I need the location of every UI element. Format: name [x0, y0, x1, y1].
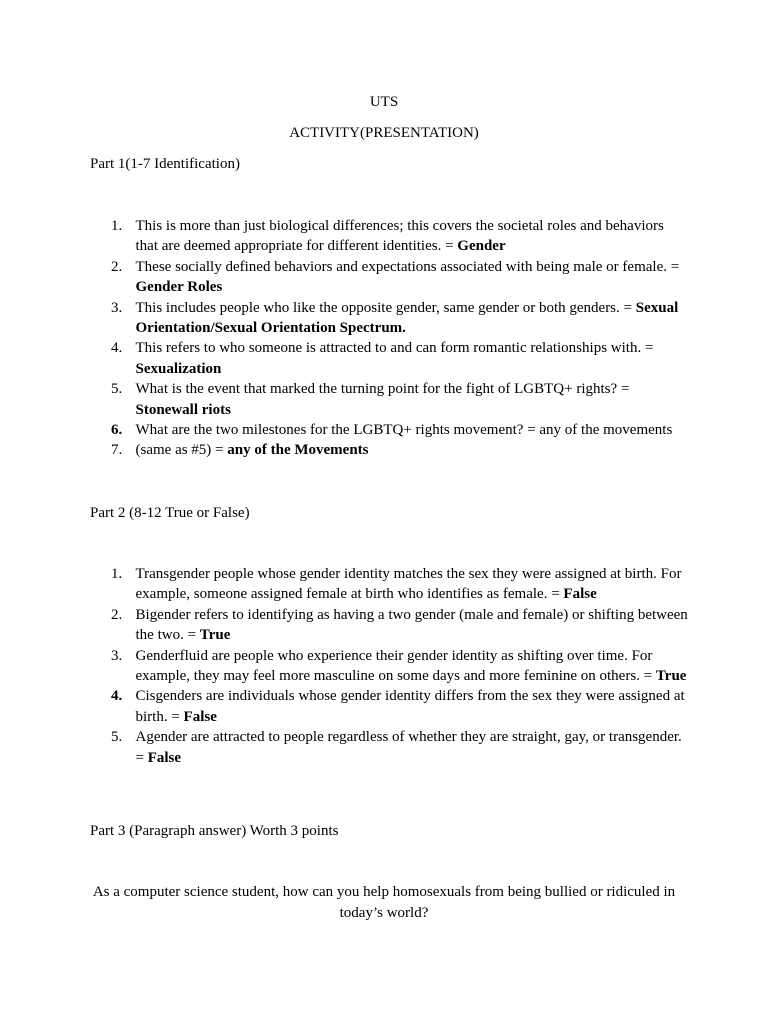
item-number: 2.	[111, 606, 123, 623]
question-text: Transgender people whose gender identity matches the sex they were assigned at birth. For example, someone assigned female at birth who identifies as female. =	[135, 566, 682, 603]
answer-text: Stonewall riots	[135, 401, 231, 418]
part2-heading: Part 2 (8-12 True or False)	[90, 505, 250, 521]
list-item	[90, 727, 690, 768]
question-text: (same as #5) =	[135, 442, 224, 459]
answer-text: Gender	[457, 238, 506, 255]
part2-question-list	[90, 564, 690, 768]
list-item	[90, 440, 690, 460]
item-number: 5.	[111, 729, 123, 746]
item-number: 2.	[111, 258, 123, 275]
item-number: 6.	[111, 422, 123, 439]
answer-text: False	[183, 708, 217, 725]
question-text: This is more than just biological differences; this covers the societal roles and behaviors that are deemed appropriate for different identities. =	[135, 218, 664, 255]
list-item	[90, 420, 690, 440]
answer-text: any of the Movements	[227, 442, 369, 459]
item-number: 1.	[111, 218, 123, 234]
question-text: Agender are attracted to people regardless of whether they are straight, gay, or transgender. =	[135, 729, 682, 766]
question-text: This refers to who someone is attracted to and can form romantic relationships with. =	[135, 340, 654, 357]
list-item	[90, 216, 690, 257]
document-title: UTS	[369, 94, 399, 110]
item-number: 3.	[111, 647, 123, 664]
item-number: 5.	[111, 381, 123, 398]
answer-text: True	[655, 668, 687, 685]
answer-text: True	[199, 627, 231, 644]
list-item	[90, 686, 690, 727]
list-item	[90, 646, 690, 687]
answer-text: Gender Roles	[135, 279, 223, 296]
item-number: 7.	[111, 442, 123, 459]
item-number: 3.	[111, 299, 123, 316]
answer-text: Sexual Orientation/Sexual Orientation Spectrum.	[135, 299, 679, 337]
question-text: What is the event that marked the turning point for the fight of LGBTQ+ rights? =	[135, 381, 630, 398]
list-item	[90, 298, 690, 339]
list-item	[90, 257, 690, 298]
part1-heading: Part 1(1-7 Identification)	[90, 156, 240, 172]
question-text: Bigender refers to identifying as having a two gender (male and female) or shifting between the two. =	[135, 606, 688, 644]
item-number: 1.	[111, 566, 123, 582]
item-number: 4.	[111, 340, 123, 357]
question-text: What are the two milestones for the LGBTQ+ rights movement? = any of the movements	[135, 422, 673, 439]
question-text: Genderfluid are people who experience their gender identity as shifting over time. For example, they may feel more masculine on some days and more feminine on others. =	[135, 647, 653, 685]
question-text: This includes people who like the opposite gender, same gender or both genders. =	[135, 299, 632, 316]
list-item	[90, 605, 690, 646]
part1-question-list	[90, 216, 690, 461]
part3-question: As a computer science student, how can you help homosexuals from being bullied or ridiculed in today’s world?	[92, 884, 676, 921]
part3-heading: Part 3 (Paragraph answer) Worth 3 points	[90, 823, 339, 839]
answer-text: False	[147, 749, 182, 766]
answer-text: Sexualization	[135, 360, 222, 377]
question-text: Cisgenders are individuals whose gender identity differs from the sex they were assigned at birth. =	[135, 688, 685, 725]
item-number: 4.	[111, 688, 123, 705]
answer-text: False	[563, 586, 597, 603]
list-item	[90, 338, 690, 379]
list-item	[90, 379, 690, 420]
list-item	[90, 564, 690, 605]
document-subtitle: ACTIVITY(PRESENTATION)	[289, 125, 479, 141]
question-text: These socially defined behaviors and expectations associated with being male or female. =	[135, 258, 680, 275]
